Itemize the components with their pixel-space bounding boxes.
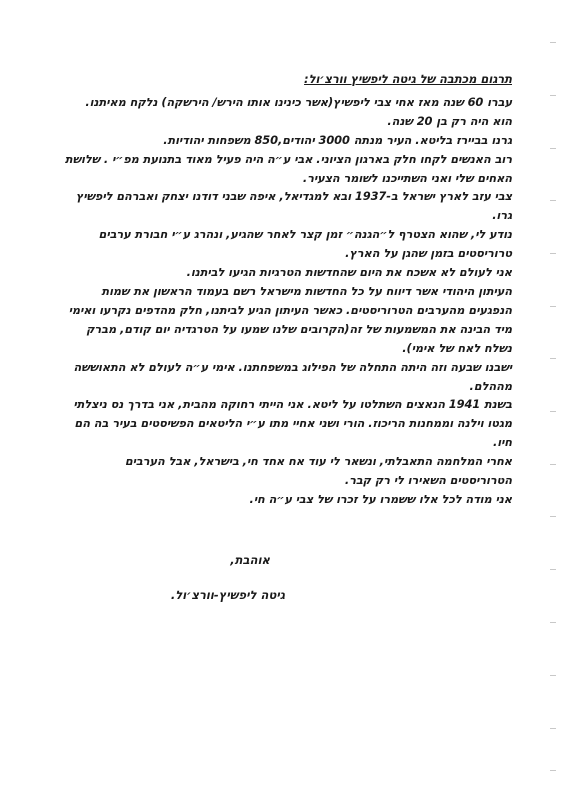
letter-body [62, 70, 512, 509]
scan-edge-mark [550, 675, 556, 676]
scan-edge-mark [550, 200, 556, 201]
scan-edge-mark [550, 253, 556, 254]
letter-paragraph: ישבנו שבעה וזה היתה התחלה של הפילוג במשפחתנו. אימי ע״ה לעולם לא התאוששה מההלם. [73, 359, 512, 393]
letter-paragraph: צבי עזב לארץ ישראל ב-1937 ובא למגדיאל, איפה שבני דודנו יצחק ואברהם ליפשיץ גרו. [75, 189, 512, 223]
scan-edge-mark [550, 358, 556, 359]
letter-paragraph: בשנת 1941 הנאצים השתלטו על ליטא. אני הייתי רחוקה מהבית, אני בדרך נס ניצלתי מגטו וילנה וממחנות הריכוז. הורי ושני אחיי מתו ע״י הליטאים הפשיסטים בעיר בה הם חיו. [73, 397, 512, 450]
letter-sign-off: אוהבת, [230, 553, 270, 567]
scan-edge-mark [550, 622, 556, 623]
letter-paragraph: גרנו בביירז בליטא. העיר מנתה 3000 יהודים,850 משפחות יהודיות. [163, 132, 512, 147]
scan-edge-mark [550, 569, 556, 570]
scan-edge-mark [550, 728, 556, 729]
scan-edge-mark [550, 306, 556, 307]
letter-signature: גיטה ליפשיץ-וורצ׳ול. [170, 588, 285, 602]
scan-edge-mark [550, 516, 556, 517]
letter-paragraph: רוב האנשים לקחו חלק בארגון הציוני. אבי ע״ה היה פעיל מאוד בתנועת מפ״י . שלושת האחים שלי ואני השתייכנו לשומר הצעיר. [64, 151, 512, 185]
letter-paragraph: העיתון היהודי אשר דיווח על כל החדשות מישראל רשם בעמוד הראשון את שמות הנפגעים מהערבים הטרוריסטים. כאשר העיתון הגיע לביתנו, חלק מהדפים נקרעו ואימי מיד הבינה את המשמעות של זה(הקרובים שלנו שמעו על הטרגדיה יום קודם, מברק נשלח לאח של אימי). [68, 283, 512, 355]
letter-title: תרגום מכתבה של גיטה ליפשיץ וורצ׳ול: [304, 72, 512, 86]
letter-paragraph: אני לעולם לא אשכח את היום שהחדשות הטרגיות הגיעו לביתנו. [186, 265, 512, 280]
scan-edge-mark [550, 464, 556, 465]
scan-edge-mark [550, 42, 556, 43]
scan-edge-mark [550, 770, 556, 771]
letter-paragraph: אני מודה לכל אלו ששמרו על זכרו של צבי ע״ה חי. [249, 491, 512, 506]
letter-paragraph: אחרי המלחמה התאבלתי, ונשאר לי עוד אח אחד חי, בישראל, אבל הערבים הטרוריסטים השאירו לי רק קבר. [124, 454, 512, 488]
scan-edge-mark [550, 411, 556, 412]
scan-edge-mark [550, 95, 556, 96]
letter-paragraph: עברו 60 שנה מאז אחי צבי ליפשיץ(אשר כינינו אותו הירש/ הירשקה) נלקח מאיתנו. הוא היה רק בן 20 שנה. [85, 94, 512, 128]
scan-edge-mark [550, 148, 556, 149]
letter-paragraph: נודע לי, שהוא הצטרף ל״הגנה״ זמן קצר לאחר שהגיע, ונהרג ע״י חבורת ערבים טרוריסטים בזמן שהגן על הארץ. [98, 227, 512, 261]
